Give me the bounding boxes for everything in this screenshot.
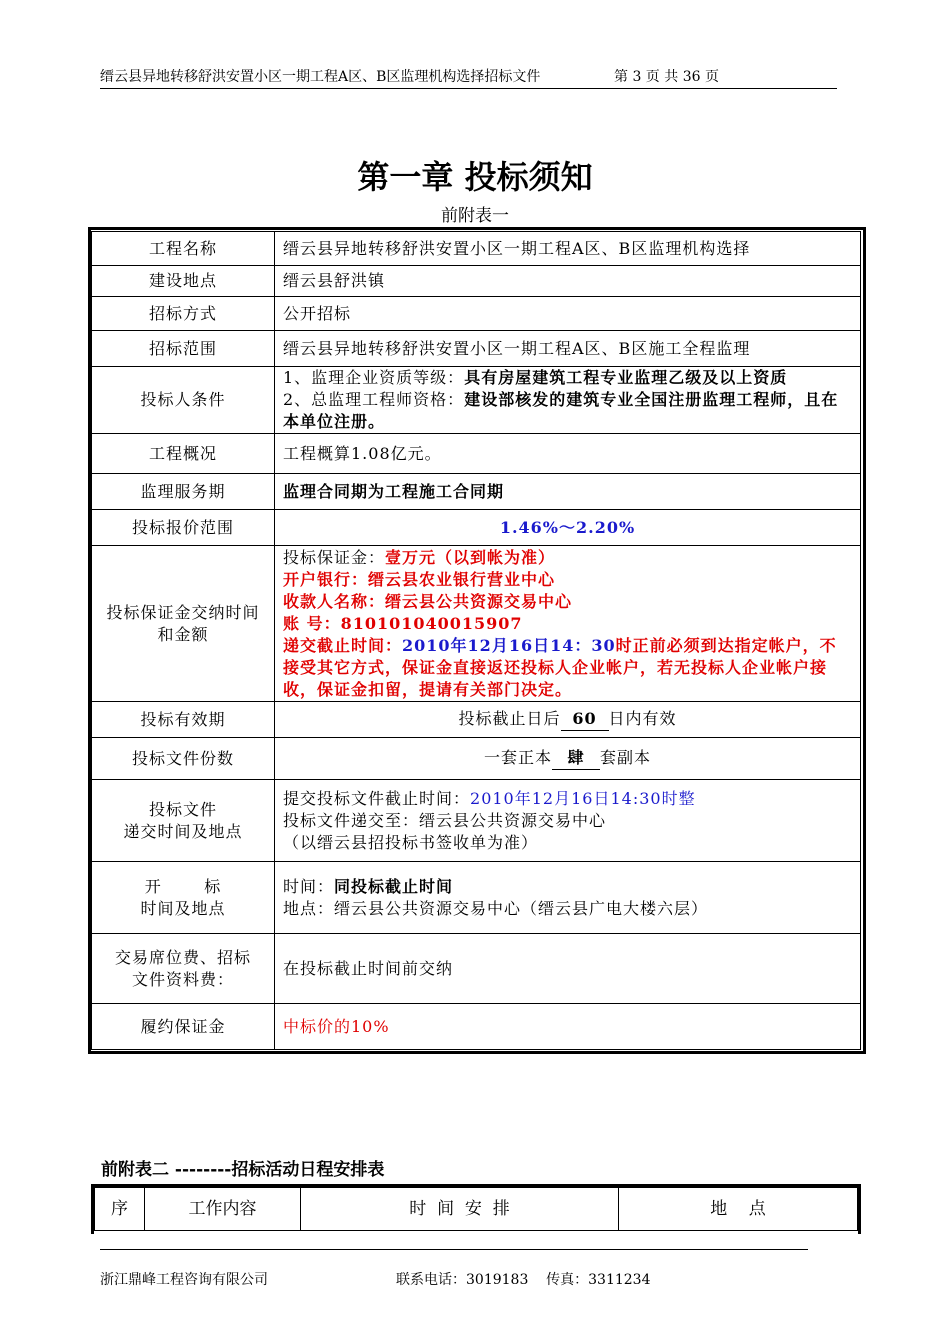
value-overview: 工程概算1.08亿元。 [275,434,861,474]
label-submission [92,780,275,862]
header-cell-place: 地 点 [710,1199,766,1219]
validity-prefix: 投标截止日后 [458,709,561,728]
value-fees: 在投标截止时间前交纳 [275,934,861,1004]
copies-prefix: 一套正本 [483,748,552,767]
table-row [92,546,861,702]
label-fees [92,934,275,1004]
condition-1-value: 具有房屋建筑工程专业监理乙级及以上资质 [464,368,788,387]
deposit-account: 账 号：810101040015907 [283,613,523,633]
header-cell-work: 工作内容 [145,1188,301,1230]
value-deposit [275,546,861,702]
table-row [92,934,861,1004]
value-location: 缙云县舒洪镇 [275,266,861,297]
opening-label-2: 时间及地点 [140,898,226,918]
opening-label-1: 开 标 [144,876,222,896]
validity-days: 60 [561,708,609,731]
table-row [92,780,861,862]
header-cell-time: 时 间 安 排 [301,1188,619,1230]
table-row [92,862,861,934]
submission-label-1: 投标文件 [148,799,217,819]
deposit-deadline-suffix: 时正前必须到达指定帐户，不接受其它方式，保证金直接返还投标人企业帐户，若无投标人企业帐户接收，保证金扣留，提请有关部门决定。 [283,635,837,699]
opening-time-prefix: 时间： [283,876,335,896]
condition-2-prefix: 2、总监理工程师资格： [283,390,465,409]
submission-place: 投标文件递交至：缙云县公共资源交易中心 [283,810,607,830]
fees-label-1: 交易席位费、招标 [114,947,251,967]
condition-1-prefix: 1、监理企业资质等级： [283,368,465,387]
label-overview: 工程概况 [92,434,275,474]
copies-suffix: 套副本 [600,748,652,767]
table-row [92,510,861,546]
submission-note: （以缙云县招投标书签收单为准） [283,832,539,852]
label-scope: 招标范围 [92,331,275,367]
deposit-deadline-prefix: 递交截止时间： [283,635,403,655]
opening-place: 地点：缙云县公共资源交易中心（缙云县广电大楼六层） [283,898,709,918]
label-project-name: 工程名称 [92,232,275,266]
value-price-range: 1.46%～2.20% [275,510,861,546]
label-service-period: 监理服务期 [92,474,275,510]
value-project-name: 缙云县异地转移舒洪安置小区一期工程A区、B区监理机构选择 [275,232,861,266]
value-opening [275,862,861,934]
header-cell-seq: 序 [95,1188,145,1230]
label-deposit: 投标保证金交纳时间和金额 [92,546,275,702]
header-doc-title: 缙云县异地转移舒洪安置小区一期工程A区、B区监理机构选择招标文件 [100,69,541,85]
footer-company: 浙江鼎峰工程咨询有限公司 [100,1272,268,1288]
footer-rule [100,1249,808,1250]
submission-deadline: 2010年12月16日14:30时整 [470,788,696,808]
schedule-table-header [94,1187,858,1231]
label-location: 建设地点 [92,266,275,297]
table-row [92,367,861,434]
value-validity [275,702,861,738]
table-row [92,702,861,738]
validity-suffix: 日内有效 [608,709,677,728]
chapter-title: 第一章 投标须知 [357,158,593,196]
table2-title: 前附表二 --------招标活动日程安排表 [101,1160,385,1180]
deposit-bank: 开户银行：缙云县农业银行营业中心 [283,569,556,589]
fees-label-2: 文件资料费： [131,969,234,989]
value-copies [275,738,861,780]
deposit-amount: 壹万元（以到帐为准） [385,547,556,567]
label-performance-bond: 履约保证金 [92,1004,275,1050]
value-service-period: 监理合同期为工程施工合同期 [275,474,861,510]
deposit-deadline-date: 2010年12月16日14：30 [402,635,616,655]
submission-label-2: 递交时间及地点 [123,821,243,841]
table-row [92,738,861,780]
table-row [92,434,861,474]
value-submission [275,780,861,862]
opening-time: 同投标截止时间 [334,876,454,896]
table-row [92,331,861,367]
label-method: 招标方式 [92,297,275,331]
label-validity: 投标有效期 [92,702,275,738]
copies-count: 肆 [552,747,600,770]
table-row [92,297,861,331]
table-row [92,474,861,510]
deposit-amount-prefix: 投标保证金： [283,547,386,567]
submission-deadline-prefix: 提交投标文件截止时间： [283,788,471,808]
label-price-range: 投标报价范围 [92,510,275,546]
page-header [100,66,837,89]
label-conditions: 投标人条件 [92,367,275,434]
table1-title: 前附表一 [441,206,509,226]
header-page-info: 第 3 页 共 36 页 [614,69,719,85]
value-scope: 缙云县异地转移舒洪安置小区一期工程A区、B区施工全程监理 [275,331,861,367]
table-row [92,1004,861,1050]
bid-instructions-table [91,231,861,1050]
value-method: 公开招标 [275,297,861,331]
footer-contact: 联系电话：3019183 传真：3311234 [396,1272,651,1288]
value-performance-bond: 中标价的10% [275,1004,861,1050]
table-row [92,266,861,297]
value-conditions [275,367,861,434]
label-opening [92,862,275,934]
label-copies: 投标文件份数 [92,738,275,780]
table-row [92,232,861,266]
condition-2-value: 建设部核发的建筑专业全国注册监理工程师，且在本单位注册。 [283,390,839,431]
deposit-payee: 收款人名称：缙云县公共资源交易中心 [283,591,573,611]
